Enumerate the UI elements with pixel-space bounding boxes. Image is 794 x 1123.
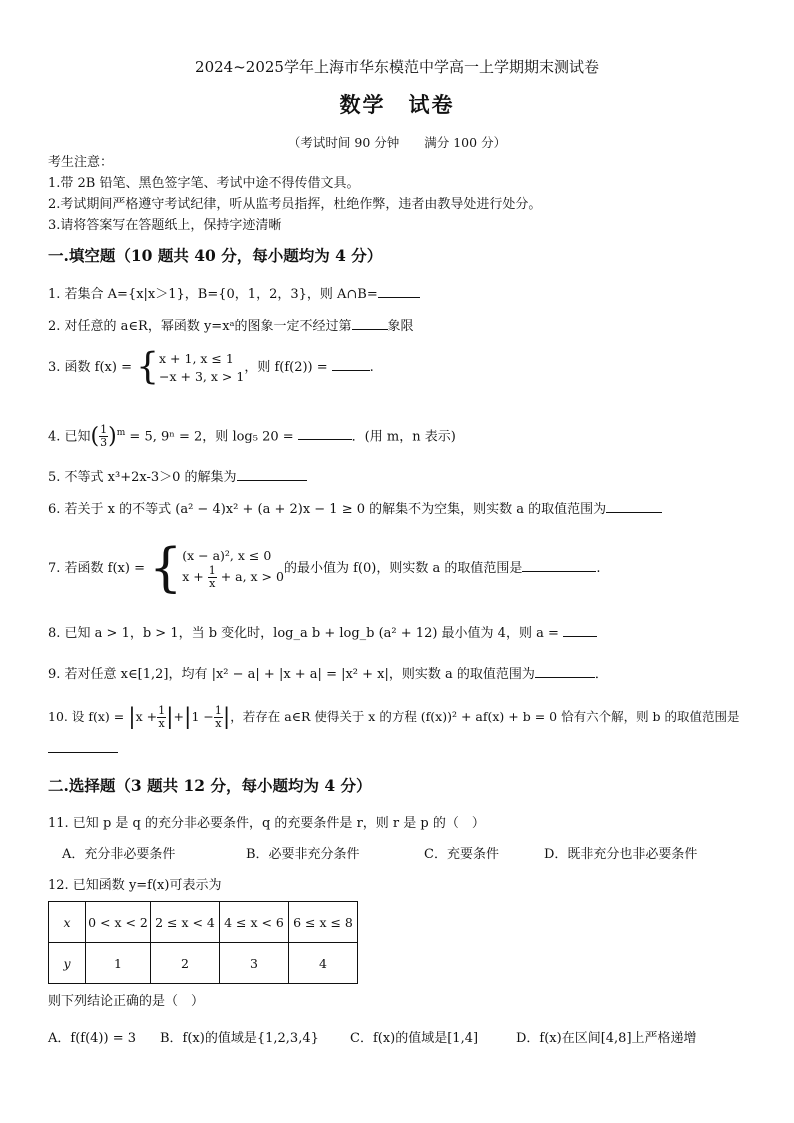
fraction-numerator: 1 [100, 423, 108, 437]
case-1: x + 1, x ≤ 1 [159, 350, 234, 366]
question-4-prefix: 4. 已知 [48, 429, 91, 445]
question-9-text: 9. 若对任意 x∈[1,2]，均有 |x² − a| + |x + a| = |x² + x|，则实数 a 的取值范围为 [48, 667, 535, 682]
table-row [49, 902, 358, 943]
fraction-numerator: 1 [214, 704, 222, 717]
question-12: 12. 已知函数 y=f(x)可表示为 [48, 878, 222, 893]
abs-bar: | [222, 704, 231, 730]
option-d: D．既非充分也非必要条件 [544, 847, 698, 862]
notice-item: 1.带 2B 铅笔、黑色签字笔、考试中途不得传借文具。 [48, 176, 360, 191]
fraction-denominator: x [209, 577, 216, 590]
table-cell: 3 [220, 943, 289, 984]
question-8-text: 8. 已知 a > 1，b > 1，当 b 变化时，log_a b + log_b (a² + 12) 最小值为 4，则 a = [48, 626, 559, 641]
question-7-prefix: 7. 若函数 f(x) = [48, 561, 145, 576]
abs-term: x + [135, 709, 158, 724]
table-row [49, 943, 358, 984]
question-3: 3. 函数 f(x) = { x + 1, x ≤ 1 −x + 3, x > 1 ，则 f(f(2)) = . [48, 346, 374, 388]
option-b: B．必要非充分条件 [246, 847, 360, 862]
question-1-text: 1. 若集合 A={x|x＞1}，B={0，1，2，3}，则 A∩B= [48, 287, 378, 302]
abs-bar: | [128, 704, 136, 730]
question-4-mid: = 5, 9ⁿ = 2，则 log₅ 20 = [129, 429, 294, 445]
question-4-tail: ．(用 m，n 表示) [351, 429, 456, 445]
table-cell: 4 ≤ x < 6 [220, 902, 289, 943]
subject-heading: 数学 试卷 [339, 92, 455, 117]
fraction [157, 705, 166, 730]
option-a: A．f(f(4)) = 3 [48, 1031, 136, 1046]
table-cell: 2 [151, 943, 220, 984]
table-cell: 0 < x < 2 [86, 902, 151, 943]
right-paren: ) [108, 423, 117, 449]
option-d: D．f(x)在区间[4,8]上严格递增 [516, 1031, 697, 1046]
table-cell: y [49, 943, 86, 984]
question-10-tail: ，若存在 a∈R 使得关于 x 的方程 (f(x))² + af(x) + b = 0 恰有六个解，则 b 的取值范围是 [230, 709, 740, 724]
case-2-part: x + [182, 569, 204, 584]
answer-blank [298, 426, 352, 440]
abs-bar: | [166, 704, 174, 730]
question-11: 11. 已知 p 是 q 的充分非必要条件，q 的充要条件是 r，则 r 是 p 的（ ） [48, 816, 485, 831]
question-6 [48, 499, 662, 519]
notice-item: 3.请将答案写在答题纸上，保持字迹清晰 [48, 218, 282, 233]
fraction [214, 705, 223, 730]
question-8 [48, 623, 597, 643]
piecewise-cases [182, 547, 284, 590]
question-10-prefix: 10. 设 f(x) = [48, 709, 125, 724]
answer-blank [332, 357, 370, 371]
notice-heading: 考生注意： [48, 155, 114, 170]
table-cell: x [49, 902, 86, 943]
fraction-numerator: 1 [158, 704, 166, 717]
case-2: −x + 3, x > 1 [159, 368, 245, 384]
question-5 [48, 467, 307, 487]
fraction-denominator: x [158, 717, 165, 730]
case-2-part: + a, x > 0 [220, 569, 284, 584]
fraction [208, 565, 217, 590]
notice-item: 2.考试期间严格遵守考试纪律，听从监考员指挥，杜绝作弊，违者由教导处进行处分。 [48, 197, 542, 212]
question-1 [48, 284, 420, 304]
section2-title: 二.选择题（3 题共 12 分，每小题均为 4 分） [48, 776, 372, 795]
question-10: 10. 设 f(x) = |x + $\frac{1}{x}$ |+|1 − $\frac{1}{x}$ |，若存在 a∈R 使得关于 x 的方程 (f(x))² + af(x) + b = 0 恰有六个解，则 b 的取值范围是 [48, 704, 740, 730]
question-2-tail: 象限 [387, 319, 414, 334]
fraction-denominator: 3 [100, 436, 108, 450]
exponent: m [116, 428, 126, 438]
question-3-tail: ，则 f(f(2)) = [244, 360, 328, 375]
fraction-numerator: 1 [208, 564, 216, 577]
abs-bar: | [184, 704, 192, 730]
abs-term: 1 − [191, 709, 214, 724]
piecewise-cases [159, 350, 244, 386]
question-3-prefix: 3. 函数 f(x) = [48, 360, 132, 375]
exam-title: 2024~2025学年上海市华东模范中学高一上学期期末测试卷 [195, 58, 599, 76]
answer-blank [48, 752, 118, 753]
question-2-text: 2. 对任意的 a∈R，幂函数 y=xᵃ的图象一定不经过第 [48, 319, 352, 334]
answer-blank [606, 499, 662, 513]
option-a: A．充分非必要条件 [62, 847, 176, 862]
answer-blank [563, 623, 597, 637]
question-2 [48, 316, 414, 336]
question-7-tail: 的最小值为 f(0)，则实数 a 的取值范围是 [283, 561, 523, 576]
question-12-prompt: 则下列结论正确的是（ ） [48, 994, 205, 1009]
answer-blank [522, 558, 596, 572]
answer-blank [237, 467, 307, 481]
function-table [48, 901, 358, 984]
question-4 [48, 418, 456, 452]
answer-blank [378, 284, 420, 298]
left-paren: ( [90, 423, 100, 449]
question-9: 9. 若对任意 x∈[1,2]，均有 |x² − a| + |x + a| = |x² + x|，则实数 a 的取值范围为 ． [48, 664, 608, 684]
table-cell: 4 [289, 943, 358, 984]
brace-symbol: { [136, 346, 160, 388]
answer-blank [535, 664, 595, 678]
case-1: (x − a)², x ≤ 0 [182, 548, 272, 563]
section1-title: 一.填空题（10 题共 40 分，每小题均为 4 分） [48, 246, 383, 265]
case-2 [182, 565, 284, 590]
table-cell: 6 ≤ x ≤ 8 [289, 902, 358, 943]
table-cell: 1 [86, 943, 151, 984]
time-info: （考试时间 90 分钟 满分 100 分） [287, 135, 507, 150]
answer-blank [352, 316, 388, 330]
brace-symbol: { [149, 538, 183, 599]
option-c: C．充要条件 [424, 847, 499, 862]
option-b: B．f(x)的值域是{1,2,3,4} [160, 1031, 319, 1046]
question-7: 7. 若函数 f(x) = { (x − a)², x ≤ 0 x + $\frac{1}{x}$ + a, x > 0 的最小值为 f(0)，则实数 a 的取值范围是 . [48, 538, 601, 599]
fraction [99, 424, 108, 449]
option-c: C．f(x)的值域是[1,4] [350, 1031, 479, 1046]
question-6-text: 6. 若关于 x 的不等式 (a² − 4)x² + (a + 2)x − 1 ≥ 0 的解集不为空集，则实数 a 的取值范围为 [48, 502, 607, 517]
table-cell: 2 ≤ x < 4 [151, 902, 220, 943]
fraction-denominator: x [215, 717, 222, 730]
question-5-text: 5. 不等式 x³+2x-3＞0 的解集为 [48, 470, 237, 485]
